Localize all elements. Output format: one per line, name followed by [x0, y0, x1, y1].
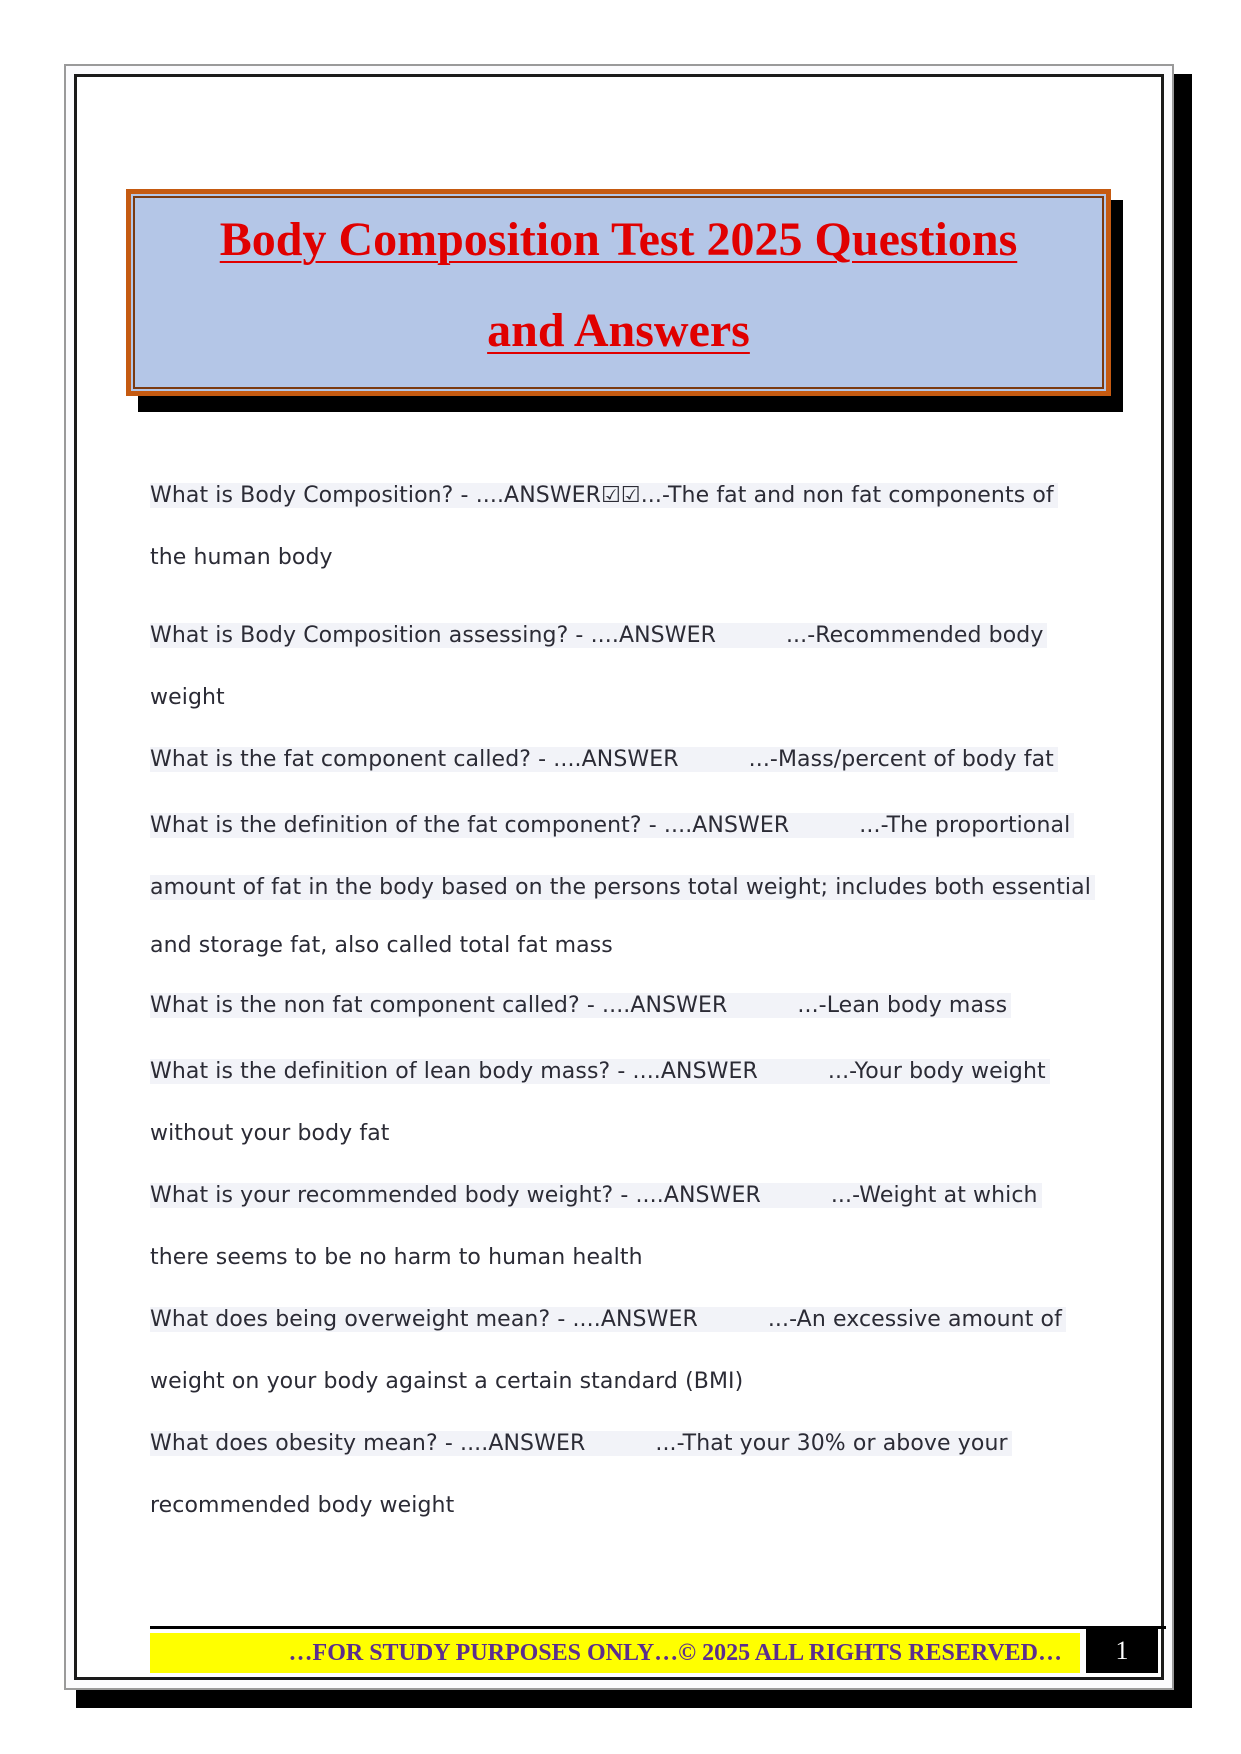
qa-question-3: What is the fat component called? - ....ANSWER ...-Mass/percent of body fat: [150, 744, 1058, 776]
qa-answer-4: ...-The proportional: [859, 813, 1071, 838]
page-number: 1: [1086, 1629, 1158, 1673]
qa-question-5: What is the non fat component called? - ....ANSWER ...-Lean body mass: [150, 990, 1011, 1022]
footer-notice: …FOR STUDY PURPOSES ONLY…© 2025 ALL RIGHTS RESERVED…: [288, 1640, 1062, 1666]
qa-continuation-8: weight on your body against a certain standard (BMI): [150, 1369, 744, 1394]
document-title-line-2: and Answers: [487, 304, 750, 357]
qa-question-7: What is your recommended body weight? - ....ANSWER ...-Weight at which: [150, 1180, 1042, 1212]
qa-question-6: What is the definition of lean body mass? - ....ANSWER ...-Your body weight: [150, 1056, 1050, 1088]
qa-answer-5: ...-Lean body mass: [797, 993, 1008, 1018]
qa-question-1: What is Body Composition? - ....ANSWER☑☑...-The fat and non fat components of: [150, 480, 1058, 512]
document-title-line-1: Body Composition Test 2025 Questions: [219, 213, 1018, 266]
qa-continuation-4b: and storage fat, also called total fat mass: [150, 933, 613, 958]
qa-answer-9: ...-That your 30% or above your: [655, 1431, 1008, 1456]
qa-continuation-7: there seems to be no harm to human health: [150, 1245, 643, 1270]
qa-answer-8: ...-An excessive amount of: [767, 1307, 1062, 1332]
qa-question-8: What does being overweight mean? - ....ANSWER ...-An excessive amount of: [150, 1304, 1066, 1336]
footer-rule: [150, 1626, 1166, 1629]
qa-continuation-2: weight: [150, 685, 225, 710]
qa-question-4: What is the definition of the fat component? - ....ANSWER ...-The proportional: [150, 810, 1074, 842]
qa-answer-3: ...-Mass/percent of body fat: [748, 747, 1054, 772]
qa-answer-6: ...-Your body weight: [827, 1059, 1046, 1084]
qa-continuation-9: recommended body weight: [150, 1493, 455, 1518]
qa-answer-2: ...-Recommended body: [785, 623, 1044, 648]
qa-answer-7: ...-Weight at which: [830, 1183, 1038, 1208]
qa-question-2: What is Body Composition assessing? - ....ANSWER ...-Recommended body: [150, 620, 1047, 652]
qa-continuation-1: the human body: [150, 545, 333, 570]
qa-continuation-4a: amount of fat in the body based on the persons total weight; includes both essential: [150, 872, 1095, 904]
qa-continuation-6: without your body fat: [150, 1121, 390, 1146]
qa-question-9: What does obesity mean? - ....ANSWER ...-That your 30% or above your: [150, 1428, 1012, 1460]
title-box: [126, 189, 1111, 396]
